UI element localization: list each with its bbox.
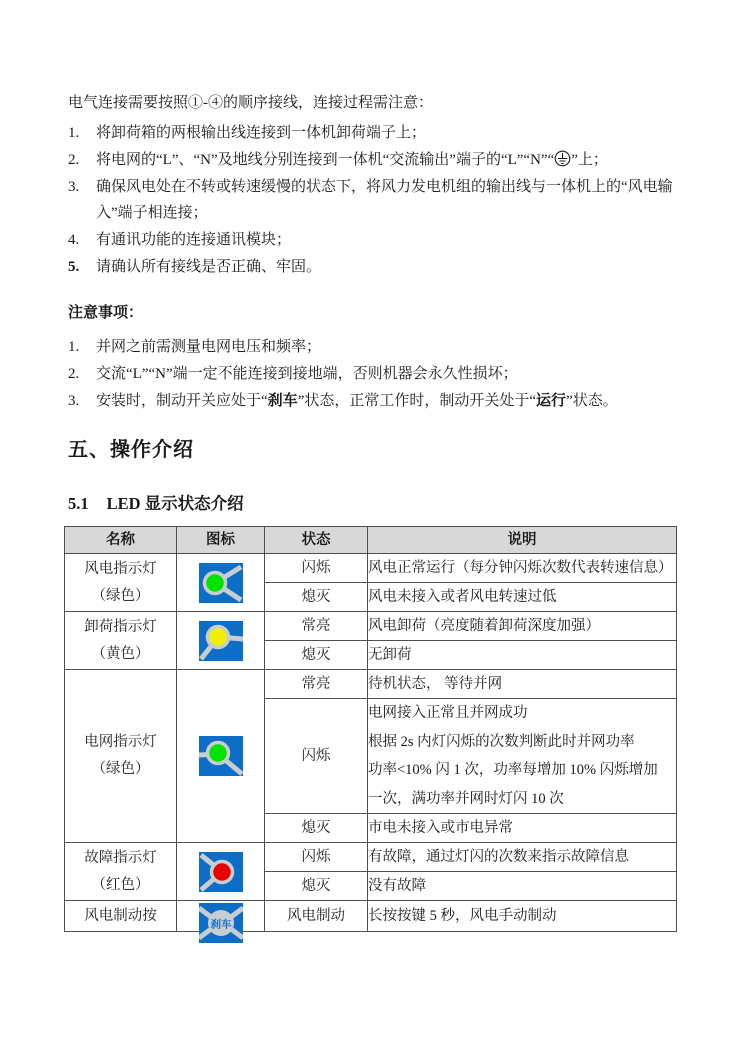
step-text: 请确认所有接线是否正确、牢固。 <box>96 259 322 275</box>
step-number: 1. <box>68 125 80 141</box>
brake-button-icon-cell <box>177 901 265 932</box>
subsection-label: LED 显示状态介绍 <box>106 494 244 513</box>
brake-button-icon <box>199 903 243 943</box>
step-text: 确保风电处在不转或转速缓慢的状态下，将风力发电机组的输出线与一体机上的“风电输入”端子相连接； <box>96 179 673 221</box>
desc-text: 根据 2s 内灯闪烁的次数判断此时并网功率 <box>368 733 635 750</box>
step-text: 有通讯功能的连接通讯模块； <box>96 232 292 248</box>
status-cell: 熄灭 <box>265 641 368 670</box>
desc-cell <box>368 699 677 814</box>
unload-led-yellow-icon <box>199 621 243 661</box>
fault-led-icon-cell <box>177 843 265 901</box>
status-cell: 闪烁 <box>265 843 368 872</box>
wind-led-icon-cell <box>177 554 265 612</box>
desc-text: 电网接入正常且并网成功 <box>368 705 528 721</box>
desc-cell <box>368 843 677 872</box>
desc-text: 风电正常运行（每分钟闪烁次数代表转速信息） <box>368 560 673 576</box>
desc-cell <box>368 554 677 583</box>
led-color: （黄色） <box>91 645 150 662</box>
grid-led-name-cell <box>65 670 177 843</box>
desc-text: 风电未接入或者风电转速过低 <box>368 589 557 605</box>
wiring-step-5 <box>68 254 686 280</box>
table-header-row <box>65 527 677 554</box>
grid-led-icon-cell <box>177 670 265 843</box>
grid-led-green-icon <box>199 736 243 776</box>
subsection-number: 5.1 <box>68 494 89 513</box>
note-text-bold-run: 运行 <box>536 393 567 409</box>
led-name: 卸荷指示灯 <box>84 618 157 635</box>
step-text-before: 将电网的“L”、“N”及地线分别连接到一体机“交流输出”端子的“L”“N”“ <box>96 152 555 168</box>
step-number: 5. <box>68 259 80 275</box>
status-cell: 风电制动 <box>265 901 368 932</box>
status-cell: 闪烁 <box>265 554 368 583</box>
intro-paragraph: 电气连接需要按照①-④的顺序接线，连接过程需注意： <box>68 95 433 111</box>
note-text: 并网之前需测量电网电压和频率； <box>96 339 322 355</box>
column-header-name: 名称 <box>65 527 177 554</box>
table-row <box>65 612 677 641</box>
desc-cell <box>368 583 677 612</box>
desc-cell <box>368 901 677 932</box>
led-name: 风电指示灯 <box>84 560 157 577</box>
status-cell: 熄灭 <box>265 872 368 901</box>
led-color: （绿色） <box>91 761 150 777</box>
led-color: （红色） <box>91 876 150 893</box>
column-header-icon: 图标 <box>177 527 265 554</box>
section-title: 五、操作介绍 <box>68 439 194 461</box>
status-cell: 闪烁 <box>265 699 368 814</box>
desc-cell <box>368 872 677 901</box>
column-header-desc: 说明 <box>368 527 677 554</box>
desc-text: 市电未接入或市电异常 <box>368 820 513 836</box>
desc-text: 无卸荷 <box>368 647 412 663</box>
wind-led-name-cell <box>65 554 177 612</box>
step-number: 2. <box>68 152 80 168</box>
step-text-after: ”上； <box>571 152 608 168</box>
status-cell: 常亮 <box>265 612 368 641</box>
note-3 <box>68 388 686 414</box>
desc-text: 功率<10% 闪 1 次，功率每增加 10% 闪烁增加 <box>368 762 658 778</box>
wind-led-green-icon <box>199 563 243 603</box>
step-number: 4. <box>68 232 80 248</box>
earth-ground-icon <box>554 150 571 167</box>
table-row <box>65 901 677 932</box>
desc-text: 长按按键 5 秒，风电手动制动 <box>368 908 557 924</box>
fault-led-name-cell <box>65 843 177 901</box>
led-status-table <box>64 526 677 932</box>
desc-text: 待机状态， 等待并网 <box>368 676 503 692</box>
desc-cell <box>368 814 677 843</box>
column-header-status: 状态 <box>265 527 368 554</box>
desc-text: 一次，满功率并网时灯闪 10 次 <box>368 790 564 807</box>
led-color: （绿色） <box>91 587 150 604</box>
svg-text:刹车: 刹车 <box>210 918 231 931</box>
desc-cell <box>368 670 677 699</box>
wiring-step-2 <box>68 147 686 173</box>
step-text: 将卸荷箱的两根输出线连接到一体机卸荷端子上； <box>96 125 427 141</box>
step-number: 3. <box>68 179 80 195</box>
unload-led-icon-cell <box>177 612 265 670</box>
status-cell: 熄灭 <box>265 814 368 843</box>
step-text <box>96 147 686 173</box>
wiring-step-1 <box>68 120 686 146</box>
note-text <box>96 388 686 414</box>
note-text: 交流“L”“N”端一定不能连接到接地端，否则机器会永久性损坏； <box>96 366 518 382</box>
note-2 <box>68 361 686 387</box>
notes-title: 注意事项： <box>68 305 144 321</box>
desc-cell <box>368 641 677 670</box>
wiring-step-4 <box>68 227 686 253</box>
status-cell: 常亮 <box>265 670 368 699</box>
unload-led-name-cell <box>65 612 177 670</box>
desc-text: 没有故障 <box>368 878 426 894</box>
led-name: 电网指示灯 <box>84 734 157 750</box>
table-row <box>65 670 677 699</box>
fault-led-red-icon <box>199 852 243 892</box>
wiring-step-3 <box>68 174 686 226</box>
note-text-bold-brake: 刹车 <box>267 393 298 409</box>
table-row <box>65 554 677 583</box>
note-text-segment: ”状态，正常工作时，制动开关处于“ <box>297 393 537 409</box>
note-number: 1. <box>68 339 80 355</box>
note-text-segment: 安装时，制动开关应处于“ <box>96 393 268 409</box>
note-number: 2. <box>68 366 80 382</box>
desc-text: 有故障，通过灯闪的次数来指示故障信息 <box>368 849 629 865</box>
desc-text: 风电卸荷（亮度随着卸荷深度加强） <box>368 618 600 634</box>
note-text-segment: ”状态。 <box>566 393 618 409</box>
note-number: 3. <box>68 393 80 409</box>
table-row <box>65 843 677 872</box>
led-name: 风电制动按 <box>84 907 157 924</box>
status-cell: 熄灭 <box>265 583 368 612</box>
led-name: 故障指示灯 <box>84 849 157 866</box>
note-1 <box>68 334 686 360</box>
subsection-title <box>68 492 686 516</box>
desc-cell <box>368 612 677 641</box>
brake-button-name-cell <box>65 901 177 932</box>
